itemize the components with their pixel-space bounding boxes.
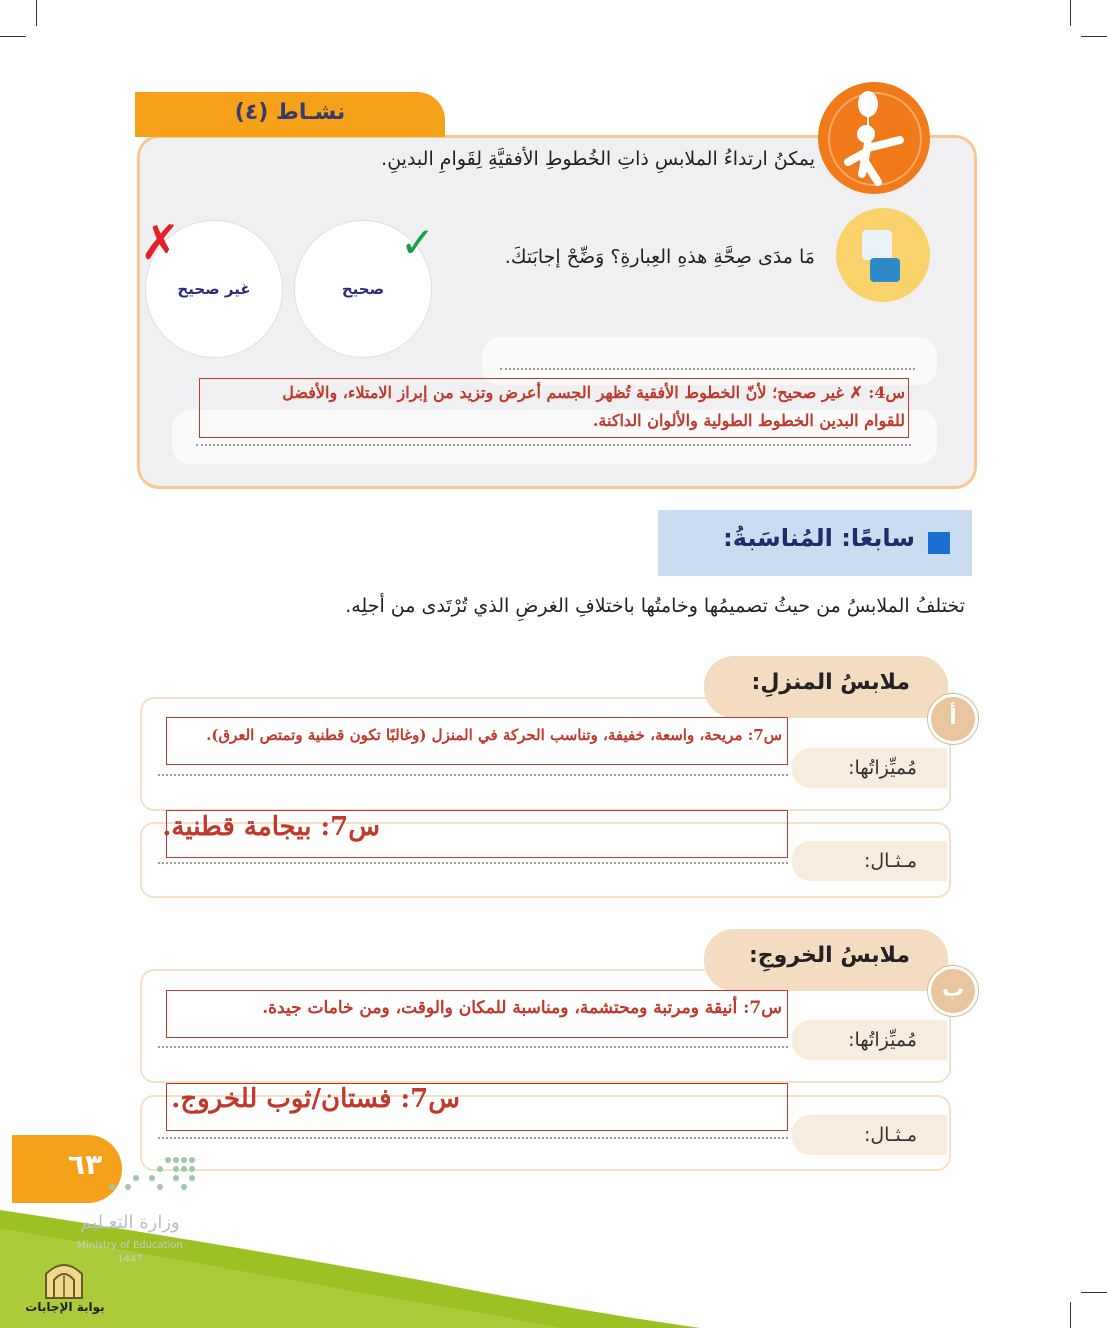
activity-question: مَا مدَى صِحَّةِ هذهِ العِبارةِ؟ وَضِّحْ إجابَتكَ. bbox=[504, 246, 815, 268]
activity-title: نشـاط (٤) bbox=[234, 100, 346, 125]
activity-person-icon bbox=[818, 82, 930, 194]
dotted-line bbox=[500, 368, 915, 370]
outing-title: ملابسُ الخروجِ: bbox=[748, 943, 910, 968]
activity-answer bbox=[205, 379, 905, 435]
ministry-name-en: Ministry of Education bbox=[77, 1240, 183, 1251]
check-icon: ✓ bbox=[400, 218, 436, 267]
home-letter-badge: أ bbox=[928, 694, 978, 744]
outing-example-answer: س7: فستان/ثوب للخروج. bbox=[171, 1084, 460, 1114]
answer-line-1: س4: ✗ غير صحيح؛ لأنّ الخطوط الأفقية تُظهر الجسم أعرض وتزيد من إبراز الامتلاء، والأفضل bbox=[282, 383, 905, 402]
ministry-dots-logo-icon bbox=[62, 1155, 197, 1195]
crop-mark bbox=[0, 36, 26, 37]
crop-mark bbox=[1070, 0, 1071, 26]
outing-letter-badge: ب bbox=[928, 966, 978, 1016]
home-features-answer: س7: مريحة، واسعة، خفيفة، وتناسب الحركة في المنزل (وغالبًا تكون قطنية وتمتص العرق). bbox=[206, 726, 782, 744]
choice-false-label: غير صحيح bbox=[177, 280, 251, 298]
section-square-icon bbox=[928, 532, 950, 554]
dotted-line bbox=[158, 862, 788, 864]
crop-mark bbox=[1070, 1302, 1071, 1328]
page-number: ٦٣ bbox=[67, 1148, 103, 1181]
outing-features-answer: س7: أنيقة ومرتبة ومحتشمة، ومناسبة للمكان والوقت، ومن خامات جيدة. bbox=[262, 998, 782, 1018]
crop-mark bbox=[36, 0, 37, 26]
gate-label: بوابة الإجابات bbox=[25, 1300, 105, 1314]
outing-features-label: مُميِّزاتُها: bbox=[792, 1020, 947, 1060]
ministry-name-ar: وزارة التعـليم bbox=[80, 1212, 180, 1233]
puzzle-piece-blue bbox=[870, 258, 900, 282]
section-intro: تختلفُ الملابسُ من حيثُ تصميمُها وخامتُها باختلافِ الغرضِ الذي تُرْتَدى من أجلِه. bbox=[345, 595, 965, 617]
home-features-label: مُميِّزاتُها: bbox=[792, 748, 947, 788]
home-example-label: مـثـال: bbox=[792, 841, 947, 881]
crop-mark bbox=[1081, 36, 1107, 37]
choice-true-label: صحيح bbox=[341, 280, 385, 298]
x-mark-icon: ✗ bbox=[140, 215, 181, 271]
gate-logo-icon bbox=[42, 1256, 86, 1300]
crop-mark bbox=[1081, 1292, 1107, 1293]
home-title: ملابسُ المنزلِ: bbox=[751, 670, 910, 695]
activity-statement: يمكنُ ارتداءُ الملابسِ ذاتِ الخُطوطِ الأفقيَّةِ لِقَوامِ البدينِ. bbox=[381, 148, 815, 170]
section-title: سابعًا: المُناسَبةُ: bbox=[723, 524, 915, 552]
dotted-line bbox=[196, 444, 911, 446]
dotted-line bbox=[158, 1046, 788, 1048]
puzzle-piece-light bbox=[862, 230, 892, 260]
answer-line-2: للقوام البدين الخطوط الطولية والألوان الداكنة. bbox=[592, 411, 905, 430]
dotted-line bbox=[158, 774, 788, 776]
outing-example-label: مـثـال: bbox=[792, 1115, 947, 1155]
home-example-answer: س7: بيجامة قطنية. bbox=[162, 812, 380, 842]
dotted-line bbox=[158, 1137, 788, 1139]
ministry-year: 1447 bbox=[117, 1254, 143, 1265]
